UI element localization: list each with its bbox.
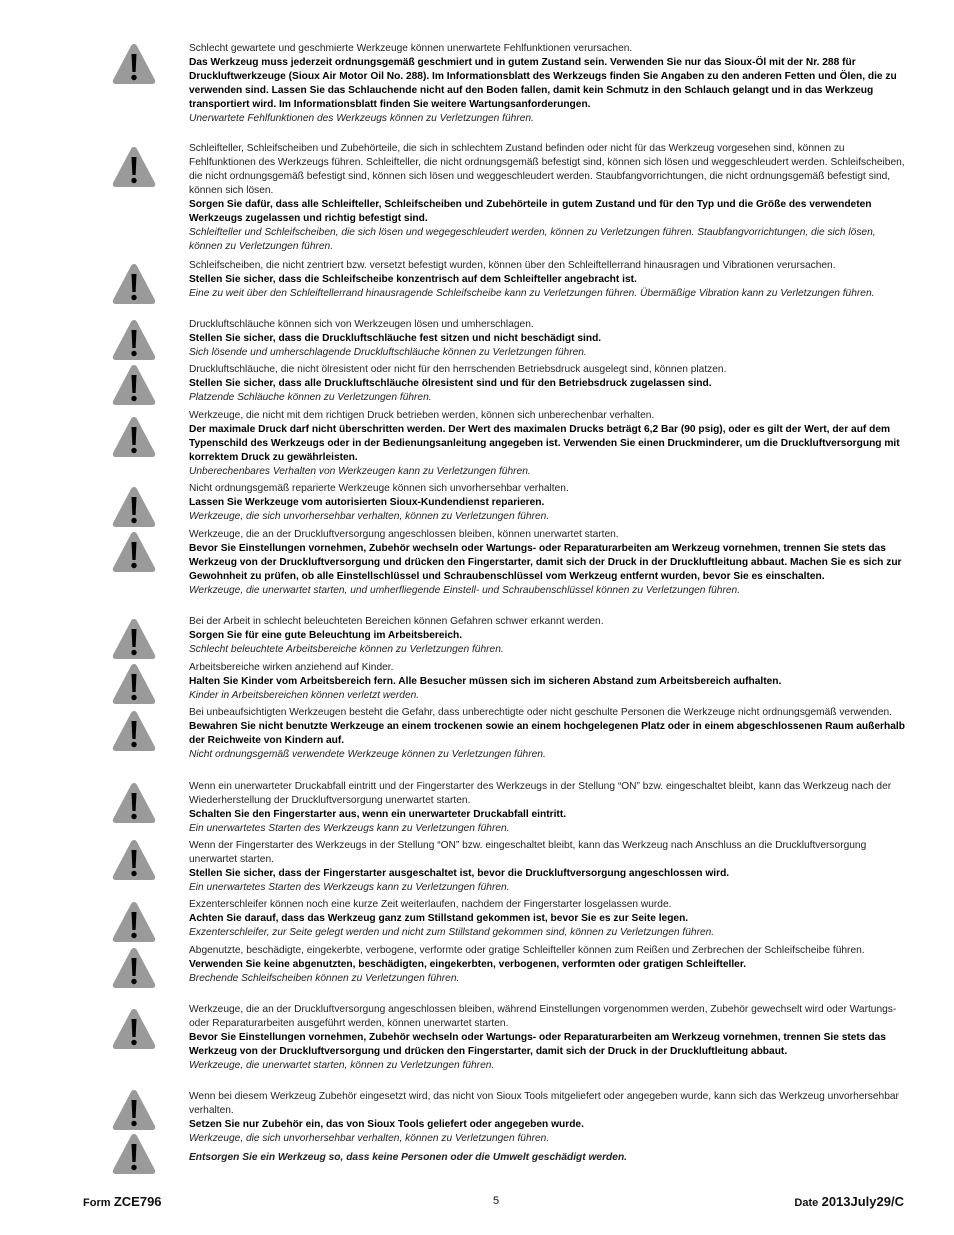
- consequence-text: Eine zu weit über den Schleiftellerrand hinausragende Schleifscheibe kann zu Verletzungen führen. Übermäßige Vibration kann zu Verletzungen führen.: [189, 288, 875, 299]
- hazard-text: Schlecht gewartete und geschmierte Werkzeuge können unerwartete Fehlfunktionen verursachen.: [189, 43, 633, 54]
- warning-icon: [111, 1088, 157, 1132]
- consequence-text: Exzenterschleifer, zur Seite gelegt werden und nicht zum Stillstand gekommen sind, können zu Verletzungen führen.: [189, 927, 715, 938]
- warning-icon: [111, 262, 157, 306]
- action-text: Achten Sie darauf, dass das Werkzeug ganz zum Stillstand gekommen ist, bevor Sie es zur Seite legen.: [189, 913, 689, 924]
- consequence-text: Nicht ordnungsgemäß verwendete Werkzeuge können zu Verletzungen führen.: [189, 749, 546, 760]
- warning-block: [189, 780, 909, 836]
- warning-icon: [111, 415, 157, 459]
- warning-block: [189, 318, 909, 360]
- hazard-text: Druckluftschläuche können sich von Werkzeugen lösen und umherschlagen.: [189, 319, 534, 330]
- hazard-text: Bei unbeaufsichtigten Werkzeugen besteht die Gefahr, dass unberechtigte oder nicht geschulte Personen die Werkzeuge nicht ordnungsgemäß verwenden.: [189, 707, 893, 718]
- hazard-text: Wenn der Fingerstarter des Werkzeugs in der Stellung “ON” bzw. eingeschaltet bleibt, kann das Werkzeug nach Anschluss an die Druckluftversorgung unerwartet starten.: [189, 840, 867, 865]
- hazard-text: Bei der Arbeit in schlecht beleuchteten Bereichen können Gefahren schwer erkannt werden.: [189, 616, 604, 627]
- warning-icon: [111, 1007, 157, 1051]
- action-text: Das Werkzeug muss jederzeit ordnungsgemäß geschmiert und in gutem Zustand sein. Verwenden Sie nur das Sioux-Öl mit der Nr. 288 für Druckluftwerkzeuge (Sioux Air Motor Oil No. 288). Im Informationsblatt des Werkzeugs finden Sie Angaben zu den anderen Fetten und Ölen, die zu verwenden sind. Lassen Sie das Schlauchende nicht auf den Boden fallen, damit kein Schmutz in den Schlauch gelangt und in das Werkzeug transportiert wird. Im Informationsblatt finden Sie weitere Wartungsanforderungen.: [189, 57, 897, 110]
- consequence-text: Brechende Schleifscheiben können zu Verletzungen führen.: [189, 973, 460, 984]
- consequence-text: Unerwartete Fehlfunktionen des Werkzeugs können zu Verletzungen führen.: [189, 113, 534, 124]
- form-label: Form: [83, 1197, 111, 1209]
- hazard-text: Werkzeuge, die an der Druckluftversorgung angeschlossen bleiben, während Einstellungen vorgenommen werden, Zubehör gewechselt wird oder Wartungs- oder Reparaturarbeiten ausgeführt werden, können unerwartet starten.: [189, 1004, 897, 1029]
- consequence-text: Werkzeuge, die sich unvorhersehbar verhalten, können zu Verletzungen führen.: [189, 1133, 550, 1144]
- hazard-text: Exzenterschleifer können noch eine kurze Zeit weiterlaufen, nachdem der Fingerstarter losgelassen wurde.: [189, 899, 672, 910]
- warning-icon: [111, 781, 157, 825]
- date-label: Date: [794, 1197, 819, 1209]
- page-number: 5: [493, 1195, 500, 1207]
- warning-block: [189, 944, 909, 986]
- consequence-text: Werkzeuge, die unerwartet starten, können zu Verletzungen führen.: [189, 1060, 495, 1071]
- consequence-text: Platzende Schläuche können zu Verletzungen führen.: [189, 392, 432, 403]
- hazard-text: Schleifscheiben, die nicht zentriert bzw. versetzt befestigt wurden, können über den Schleiftellerrand hinausragen und Vibrationen verursachen.: [189, 260, 836, 271]
- hazard-text: Werkzeuge, die an der Druckluftversorgung angeschlossen bleiben, können unerwartet starten.: [189, 529, 619, 540]
- hazard-text: Schleifteller, Schleifscheiben und Zubehörteile, die sich in schlechtem Zustand befinden oder nicht für das Werkzeug vorgesehen sind, können zu Fehlfunktionen des Werkzeugs führen. Schleifteller, die nicht ordnungsgemäß befestigt sind, können sich lösen und weggeschleudert werden. Schleifscheiben, die nicht ordnungsgemäß befestigt sind, können sich lösen und weggeschleudert werden. Staubfangvorrichtungen, die nicht ordnungsgemäß befestigt sind, können sich lösen.: [189, 143, 905, 196]
- warning-icon: [111, 145, 157, 189]
- hazard-text: Druckluftschläuche, die nicht ölresistent oder nicht für den herrschenden Betriebsdruck ausgelegt sind, können platzen.: [189, 364, 727, 375]
- warning-block: [189, 615, 909, 657]
- warning-block: [189, 42, 909, 126]
- action-text: Stellen Sie sicher, dass der Fingerstarter ausgeschaltet ist, bevor die Druckluftversorgung angeschlossen wird.: [189, 868, 730, 879]
- closing-instruction: [189, 1151, 909, 1165]
- consequence-text: Werkzeuge, die sich unvorhersehbar verhalten, können zu Verletzungen führen.: [189, 511, 550, 522]
- action-text: Bevor Sie Einstellungen vornehmen, Zubehör wechseln oder Wartungs- oder Reparaturarbeiten am Werkzeug vornehmen, trennen Sie stets das Werkzeug von der Druckluftversorgung und drücken den Fingerstarter, damit sich der Druck in der Druckluftleitung abbaut. Machen Sie es sich zur Gewohnheit zu prüfen, ob alle Einstellschlüssel und Schraubenschlüssel vom Werkzeug entfernt wurden, bevor Sie es einschalten.: [189, 543, 902, 582]
- date-info: [794, 1194, 904, 1209]
- consequence-text: Werkzeuge, die unerwartet starten, und umherfliegende Einstell- und Schraubenschlüssel können zu Verletzungen führen.: [189, 585, 741, 596]
- warning-block: [189, 528, 909, 598]
- warning-block: [189, 259, 909, 301]
- date-value: 2013July29/C: [821, 1194, 904, 1209]
- action-text: Sorgen Sie dafür, dass alle Schleifteller, Schleifscheiben und Zubehörteile in gutem Zustand und für den Typ und die Größe des verwendeten Werkzeugs zugelassen und richtig befestigt sind.: [189, 199, 872, 224]
- action-text: Stellen Sie sicher, dass die Schleifscheibe konzentrisch auf dem Schleifteller angebracht ist.: [189, 274, 637, 285]
- consequence-text: Schlecht beleuchtete Arbeitsbereiche können zu Verletzungen führen.: [189, 644, 504, 655]
- action-text: Sorgen Sie für eine gute Beleuchtung im Arbeitsbereich.: [189, 630, 463, 641]
- consequence-text: Kinder in Arbeitsbereichen können verletzt werden.: [189, 690, 420, 701]
- warning-icon: [111, 363, 157, 407]
- action-text: Halten Sie Kinder vom Arbeitsbereich fern. Alle Besucher müssen sich im sicheren Abstand zum Arbeitsbereich aufhalten.: [189, 676, 782, 687]
- consequence-text: Ein unerwartetes Starten des Werkzeugs kann zu Verletzungen führen.: [189, 882, 510, 893]
- warning-block: [189, 363, 909, 405]
- form-number: ZCE796: [113, 1194, 162, 1209]
- warning-icon: [111, 318, 157, 362]
- warning-block: [189, 142, 909, 254]
- warning-icon: [111, 530, 157, 574]
- action-text: Der maximale Druck darf nicht überschritten werden. Der Wert des maximalen Drucks beträgt 6,2 Bar (90 psig), oder es gilt der Wert, der auf dem Typenschild des Werkzeugs oder in der Bedienungsanleitung angegeben ist. Verwenden Sie einen Druckminderer, um die Druckluftversorgung mit korrektem Druck zu gewährleisten.: [189, 424, 900, 463]
- warning-icon: [111, 709, 157, 753]
- consequence-text: Unberechenbares Verhalten von Werkzeugen kann zu Verletzungen führen.: [189, 466, 531, 477]
- consequence-text: Sich lösende und umherschlagende Druckluftschläuche können zu Verletzungen führen.: [189, 347, 587, 358]
- action-text: Schalten Sie den Fingerstarter aus, wenn ein unerwarteter Druckabfall eintritt.: [189, 809, 567, 820]
- hazard-text: Abgenutzte, beschädigte, eingekerbte, verbogene, verformte oder gratige Schleifteller können zum Reißen und Zerbrechen der Schleifscheibe führen.: [189, 945, 865, 956]
- action-text: Bevor Sie Einstellungen vornehmen, Zubehör wechseln oder Wartungs- oder Reparaturarbeiten am Werkzeug vornehmen, trennen Sie stets das Werkzeug von der Druckluftversorgung und drücken den Fingerstarter, damit sich der Druck in der Druckluftleitung abbaut.: [189, 1032, 886, 1057]
- action-text: Verwenden Sie keine abgenutzten, beschädigten, eingekerbten, verbogenen, verformten oder gratigen Schleifteller.: [189, 959, 747, 970]
- hazard-text: Werkzeuge, die nicht mit dem richtigen Druck betrieben werden, können sich unberechenbar verhalten.: [189, 410, 655, 421]
- warning-block: [189, 1003, 909, 1073]
- warning-block: [189, 661, 909, 703]
- hazard-text: Wenn ein unerwarteter Druckabfall eintritt und der Fingerstarter des Werkzeugs in der Stellung “ON” bzw. eingeschaltet bleibt, kann das Werkzeug nach der Wiederherstellung der Druckluftversorgung unerwartet starten.: [189, 781, 892, 806]
- hazard-text: Nicht ordnungsgemäß reparierte Werkzeuge können sich unvorhersehbar verhalten.: [189, 483, 569, 494]
- form-info: [83, 1194, 162, 1209]
- warning-block: [189, 1090, 909, 1146]
- consequence-text: Ein unerwartetes Starten des Werkzeugs kann zu Verletzungen führen.: [189, 823, 510, 834]
- hazard-text: Arbeitsbereiche wirken anziehend auf Kinder.: [189, 662, 394, 673]
- warning-icon: [111, 838, 157, 882]
- warning-icon: [111, 42, 157, 86]
- action-text: Stellen Sie sicher, dass die Druckluftschläuche fest sitzen und nicht beschädigt sind.: [189, 333, 602, 344]
- warning-block: [189, 409, 909, 479]
- action-text: Stellen Sie sicher, dass alle Druckluftschläuche ölresistent sind und für den Betriebsdruck zugelassen sind.: [189, 378, 712, 389]
- page-footer: [0, 1192, 954, 1212]
- action-text: Setzen Sie nur Zubehör ein, das von Sioux Tools geliefert oder angegeben wurde.: [189, 1119, 584, 1130]
- warning-icon: [111, 485, 157, 529]
- consequence-text: Schleifteller und Schleifscheiben, die sich lösen und wegegeschleudert werden, können zu Verletzungen führen. Staubfangvorrichtungen, die sich lösen, können zu Verletzungen führen.: [189, 227, 876, 252]
- warning-icon: [111, 946, 157, 990]
- warning-block: [189, 482, 909, 524]
- action-text: Lassen Sie Werkzeuge vom autorisierten Sioux-Kundendienst reparieren.: [189, 497, 545, 508]
- warning-icon: [111, 617, 157, 661]
- warning-block: [189, 839, 909, 895]
- warning-icon: [111, 1132, 157, 1176]
- warning-icon: [111, 662, 157, 706]
- warning-block: [189, 898, 909, 940]
- warning-icon: [111, 900, 157, 944]
- warning-block: [189, 706, 909, 762]
- action-text: Bewahren Sie nicht benutzte Werkzeuge an einem trockenen sowie an einem hochgelegenen Platz oder in einem abgeschlossenen Raum außerhalb der Reichweite von Kindern auf.: [189, 721, 905, 746]
- closing-text: Entsorgen Sie ein Werkzeug so, dass keine Personen oder die Umwelt geschädigt werden.: [189, 1152, 627, 1163]
- hazard-text: Wenn bei diesem Werkzeug Zubehör eingesetzt wird, das nicht von Sioux Tools mitgeliefert oder angegeben wurde, kann sich das Werkzeug unvorhersehbar verhalten.: [189, 1091, 899, 1116]
